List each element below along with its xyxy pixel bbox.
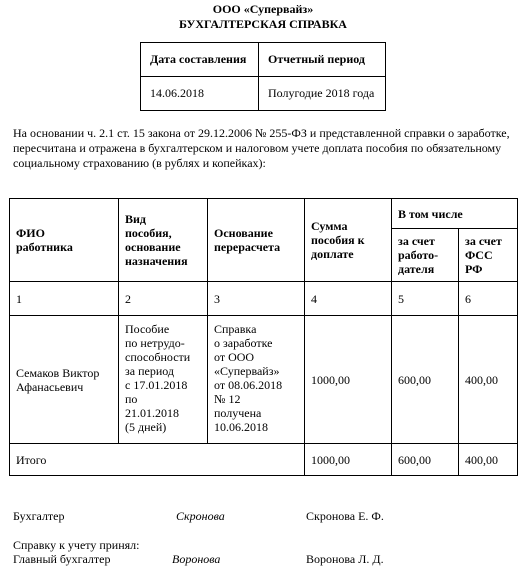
info-table [140,42,386,111]
total-summa: 1000,00 [305,444,392,476]
benefit-table [9,198,518,476]
col-number: 2 [119,282,208,316]
total-fss: 400,00 [459,444,518,476]
col-header-osn: Основание перерасчета [208,199,305,282]
col-header-summa: Сумма пособия к доплате [305,199,392,282]
row-rab: 600,00 [392,316,459,444]
col-number: 4 [305,282,392,316]
row-fio: Семаков Виктор Афанасьевич [10,316,119,444]
intro-paragraph: На основании ч. 2.1 ст. 15 закона от 29.12.2006 № 255-ФЗ и представленной справки о заработке, пересчитана и отражена в бухгалтерском и налоговом учете доплата пособия по обязательному социальному страхованию (в рублях и копейках): [13,126,510,170]
col-number: 6 [459,282,518,316]
row-summa: 1000,00 [305,316,392,444]
date-value: 14.06.2018 [141,77,259,111]
col-header-vid: Вид пособия, основание назначения [119,199,208,282]
chief-role: Главный бухгалтер [13,552,111,566]
row-fss: 400,00 [459,316,518,444]
accountant-name: Скронова Е. Ф. [306,509,384,523]
col-number: 1 [10,282,119,316]
col-number: 5 [392,282,459,316]
col-header-fss: за счет ФСС РФ [459,229,518,282]
period-header: Отчетный период [259,43,386,77]
col-header-fio: ФИО работника [10,199,119,282]
total-label: Итого [10,444,305,476]
date-header: Дата составления [141,43,259,77]
chief-signature: Воронова [172,552,221,566]
company-name: ООО «Супервайз» [212,2,314,16]
accepted-label: Справку к учету принял: [13,538,140,552]
accountant-role: Бухгалтер [13,509,65,523]
row-vid: Пособие по нетрудо- способности за период с 17.01.2018 по 21.01.2018 (5 дней) [119,316,208,444]
table-row [10,316,518,444]
total-row [10,444,518,476]
col-header-rab: за счет работо- дателя [392,229,459,282]
col-header-v-tom: В том числе [392,199,518,229]
accountant-signature: Скронова [176,509,225,523]
col-number: 3 [208,282,305,316]
period-value: Полугодие 2018 года [259,77,386,111]
document-title: БУХГАЛТЕРСКАЯ СПРАВКА [179,17,347,31]
total-rab: 600,00 [392,444,459,476]
chief-name: Воронова Л. Д. [306,552,384,566]
row-osn: Справка о заработке от ООО «Супервайз» от 08.06.2018 № 12 получена 10.06.2018 [208,316,305,444]
